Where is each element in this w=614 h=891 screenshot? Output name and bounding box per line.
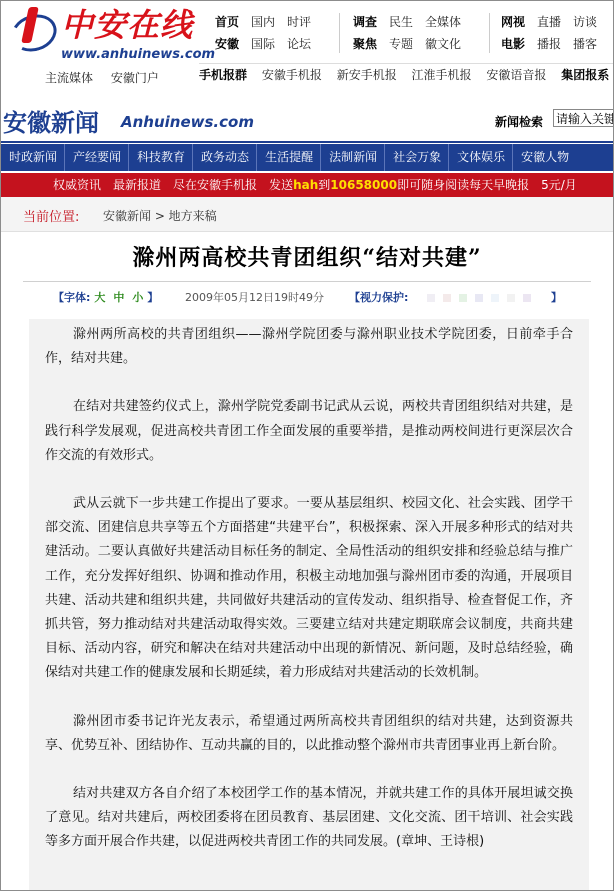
publish-date: 2009年05月12日19时49分 [185, 291, 324, 304]
nav-link-forum[interactable]: 论坛 [287, 37, 312, 51]
font-size-large-button[interactable]: 大 [94, 291, 106, 304]
nav-link-huiculture[interactable]: 徽文化 [425, 37, 462, 51]
channel-title[interactable]: 安徽新闻 [3, 109, 99, 137]
channel-nav-item[interactable]: 安徽人物 [521, 150, 570, 164]
mobile-link-jianghuai[interactable]: 江淮手机报 [411, 68, 472, 82]
nav-group-2 [353, 11, 473, 55]
nav-link-anhui[interactable]: 安徽 [215, 37, 240, 51]
nav-link-livelihood[interactable]: 民生 [389, 15, 414, 29]
channel-nav-item[interactable]: 时政新闻 [1, 144, 65, 171]
sub-links [45, 69, 173, 86]
nav-link-commentary[interactable]: 时评 [287, 15, 312, 29]
article-meta [1, 289, 613, 307]
vision-swatch[interactable] [491, 294, 499, 302]
nav-group-3 [501, 11, 609, 55]
nav-link-live[interactable]: 直播 [537, 15, 562, 29]
promo-item[interactable]: 权威资讯 [53, 178, 102, 192]
mobile-link-xinan[interactable]: 新安手机报 [336, 68, 397, 82]
nav-link-webtv[interactable]: 网视 [501, 15, 526, 29]
sub-link-portal[interactable]: 安徽门户 [110, 71, 159, 85]
vision-swatch[interactable] [475, 294, 483, 302]
promo-text[interactable] [269, 178, 529, 192]
divider [1, 141, 613, 143]
article-paragraph: 在结对共建签约仪式上，滁州学院党委副书记武从云说，两校共青团组织结对共建，是践行科学发展观，促进高校共青团工作全面发展的重要举措，是推动两校间进行更深层次合作交流的有效形式。 [45, 399, 573, 463]
breadcrumb-label: 当前位置: [23, 210, 80, 225]
mobile-link-anhui[interactable]: 安徽手机报 [261, 68, 322, 82]
nav-link-focus[interactable]: 聚焦 [353, 37, 378, 51]
article-paragraph: 滁州两所高校的共青团组织——滁州学院团委与滁州职业技术学院团委，日前牵手合作，结对共建。 [45, 327, 573, 367]
channel-nav-item[interactable]: 社会万象 [385, 144, 449, 171]
channel-nav-item[interactable]: 法制新闻 [321, 144, 385, 171]
promo-prefix: 发送 [269, 178, 294, 192]
search-input[interactable] [553, 109, 614, 127]
article-title: 滁州两高校共青团组织“结对共建” [132, 245, 482, 271]
channel-header [1, 97, 613, 143]
divider [23, 281, 591, 282]
promo-item[interactable]: 最新报道 [113, 178, 162, 192]
mobile-link-group[interactable]: 手机报群 [199, 68, 248, 82]
channel-nav-item[interactable]: 科技教育 [129, 144, 193, 171]
promo-item[interactable]: 尽在安徽手机报 [173, 178, 258, 192]
divider [339, 13, 340, 53]
sub-link-mainstream[interactable]: 主流媒体 [45, 71, 94, 85]
font-size-tool [53, 289, 158, 307]
promo-suffix: 即可随身阅读每天早晚报 [397, 178, 530, 192]
vision-swatch[interactable] [443, 294, 451, 302]
nav-link-movie[interactable]: 电影 [501, 37, 526, 51]
nav-link-survey[interactable]: 调查 [353, 15, 378, 29]
channel-nav-item[interactable]: 政务动态 [193, 144, 257, 171]
promo-number: 10658000 [330, 178, 398, 192]
vision-label: 【视力保护: [349, 291, 409, 304]
vision-protect-tool [349, 289, 562, 307]
channel-nav-item[interactable]: 文体娱乐 [449, 144, 513, 171]
vision-swatch[interactable] [459, 294, 467, 302]
vision-swatch[interactable] [507, 294, 515, 302]
channel-nav [1, 144, 613, 171]
divider [489, 13, 490, 53]
logo-text: 中安在线 [61, 6, 194, 44]
channel-nav-item[interactable]: 生活提醒 [257, 144, 321, 171]
site-header [1, 1, 613, 93]
channel-nav-item[interactable]: 产经要闻 [65, 144, 129, 171]
logo-url: www.anhuinews.com [61, 47, 216, 62]
promo-code: hah [293, 178, 319, 192]
channel-title-en: Anhuinews.com [121, 113, 254, 131]
mobile-paper-links [199, 63, 613, 86]
nav-link-podcast[interactable]: 播客 [573, 37, 598, 51]
vision-swatch[interactable] [539, 294, 547, 302]
vision-close: 】 [551, 291, 562, 304]
promo-bar [1, 173, 613, 197]
nav-link-broadcast[interactable]: 播报 [537, 37, 562, 51]
nav-link-domestic[interactable]: 国内 [251, 15, 276, 29]
nav-group-1 [215, 11, 323, 55]
font-size-medium-button[interactable]: 中 [113, 291, 125, 304]
article-paragraph: 滁州团市委书记许光友表示，希望通过两所高校共青团组织的结对共建，达到资源共享、优势互补、团结协作、互动共赢的目的，以此推动整个滁州市共青团事业再上新台阶。 [45, 713, 573, 753]
nav-link-topics[interactable]: 专题 [389, 37, 414, 51]
site-logo[interactable] [5, 5, 216, 65]
vision-swatch[interactable] [427, 294, 435, 302]
font-size-small-button[interactable]: 小 [132, 291, 144, 304]
promo-mid: 到 [318, 178, 331, 192]
promo-price: 5元/月 [541, 178, 577, 192]
breadcrumb-path[interactable]: 安徽新闻 > 地方来稿 [103, 209, 217, 223]
nav-link-interview[interactable]: 访谈 [573, 15, 598, 29]
nav-link-home[interactable]: 首页 [215, 15, 240, 29]
vision-swatch[interactable] [523, 294, 531, 302]
font-size-label: 【字体: [53, 291, 91, 304]
article-paragraph: 武从云就下一步共建工作提出了要求。一要从基层组织、校园文化、社会实践、团学干部交流、团建信息共享等五个方面搭建“共建平台”，积极探索、深入开展多种形式的结对共建活动。二要认真做好共建活动目标任务的制定、全局性活动的组织安排和经验总结与推广工作，充分发挥好组织、协调和推动作用，积极主动地加强与滁州团市委的沟通，开展项目共建、活动共建和组织共建，共同做好共建活动的宣传发动、组织指导、检查督促工作，齐抓共管，努力推动结对共建活动取得实效。三要建立结对共建定期联席会议制度，共商共建目标、活动内容，研究和解决在结对共建活动中出现的新情况、新问题，及时总结经验，确保结对共建工作的健康发展和长期延续，着力形成结对共建活动的长效机制。 [45, 496, 573, 681]
breadcrumb [1, 197, 613, 232]
nav-link-international[interactable]: 国际 [251, 37, 276, 51]
mobile-link-voice[interactable]: 安徽语音报 [486, 68, 547, 82]
article-paragraph: 结对共建双方各自介绍了本校团学工作的基本情况，并就共建工作的具体开展坦诚交换了意见。结对共建后，两校团委将在团员教育、基层团建、文化交流、团干培训、社会实践等多方面开展合作共建，以促进两校共青团工作的共同发展。(章坤、王诗根) [45, 786, 573, 850]
mobile-link-group-papers[interactable]: 集团报系 [561, 68, 610, 82]
article-body [29, 319, 589, 891]
search-label: 新闻检索 [495, 115, 544, 129]
nav-link-allmedia[interactable]: 全媒体 [425, 15, 462, 29]
font-size-close: 】 [147, 291, 159, 304]
